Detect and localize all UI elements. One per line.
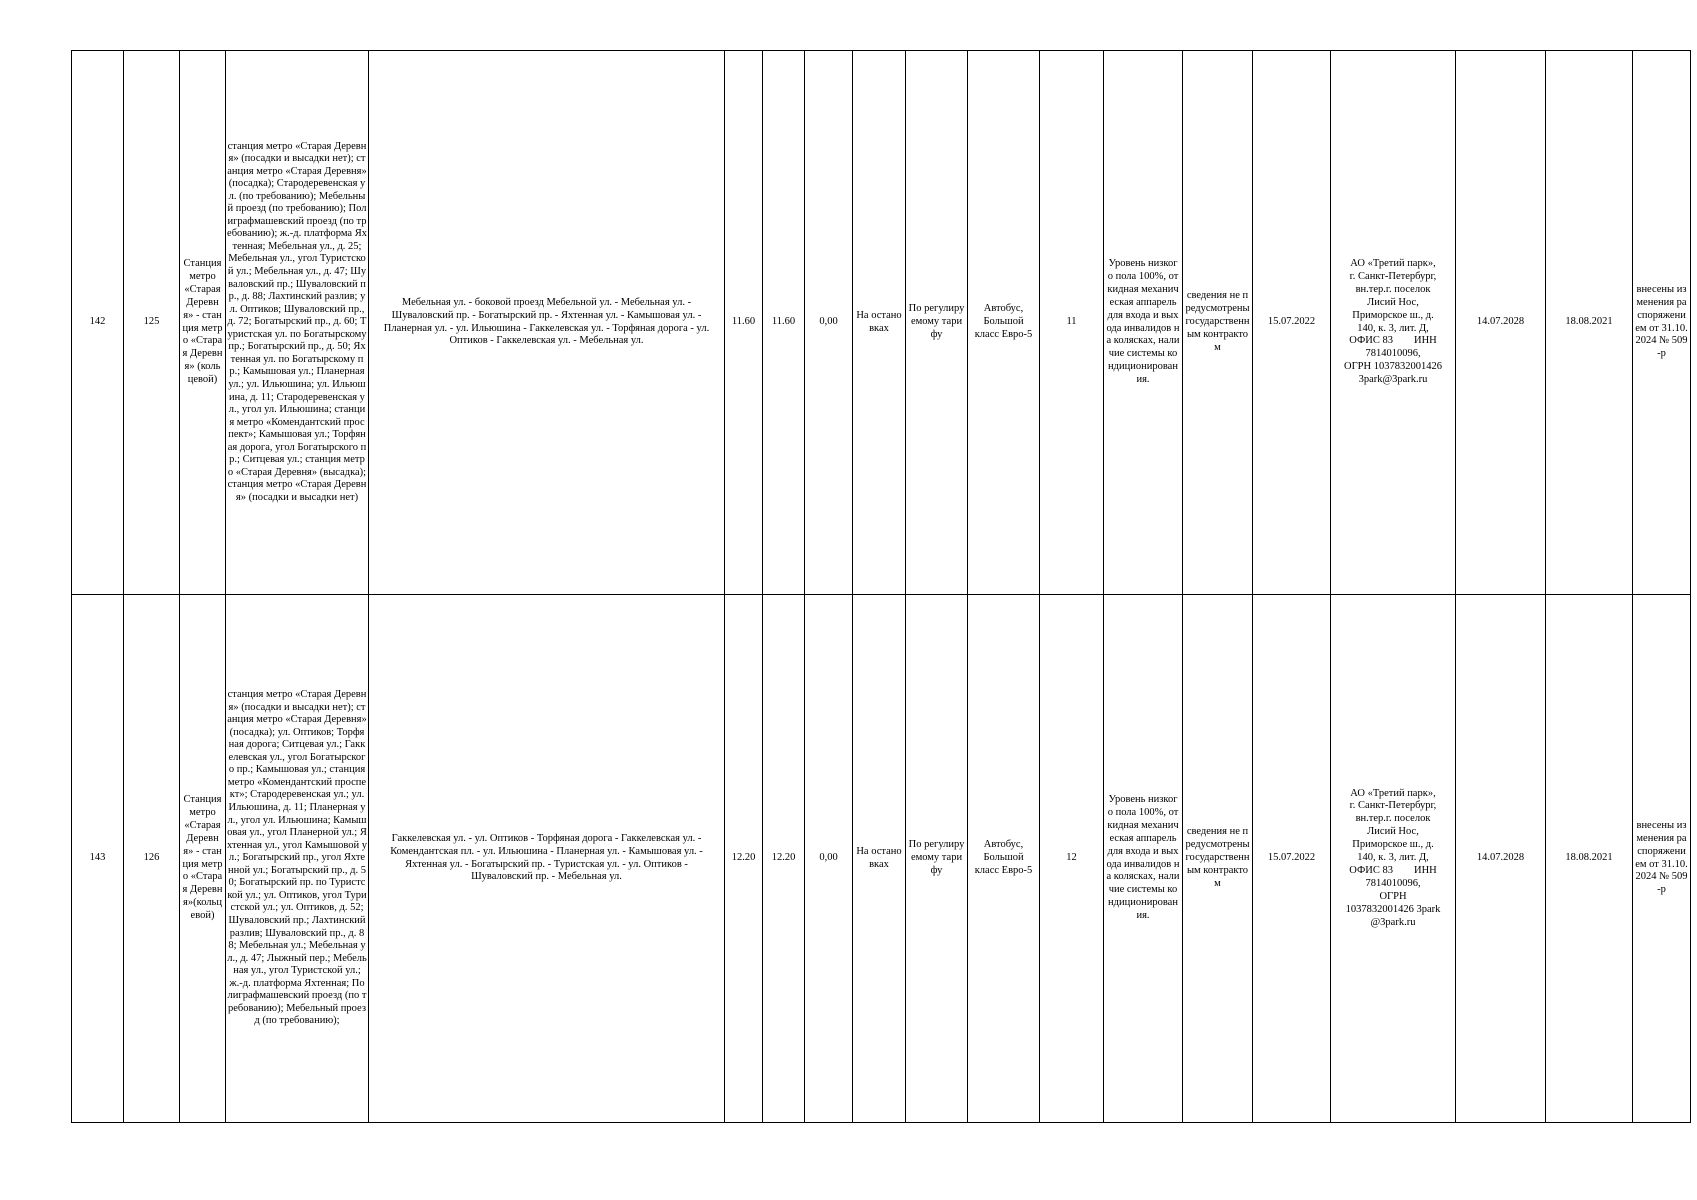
- table-row: [72, 595, 1691, 1123]
- table-row: [72, 51, 1691, 595]
- stop-mode-cell: На остановках: [853, 51, 906, 595]
- carrier-line: 7814010096,: [1365, 348, 1421, 360]
- carrier-line: АО «Третий парк»,: [1350, 787, 1436, 799]
- route-number-cell: 126: [124, 595, 180, 1123]
- stops-cell: станция метро «Старая Деревня» (посадки и высадки нет); станция метро «Старая Деревня» (посадка); Стародеревенская ул. (по требованию); Мебельный проезд (по требованию); Полиграфмашевский проезд (по требованию); ж.-д. платформа Яхтенная; Мебельная ул., д. 25; Мебельная ул., угол Туристской ул.; Мебельная ул., д. 47; Шуваловский пр.; Шуваловский пр., д. 88; Лахтинский разлив; ул. Оптиков; Шуваловский пр., д. 72; Богатырский пр., д. 60; Туристская ул. по Богатырскому пр.; Богатырский пр., д. 50; Яхтенная ул. по Богатырскому пр.; Камышовая ул.; Планерная ул.; ул. Ильюшина; ул. Ильюшина, д. 11; Стародеревенская ул., угол ул. Ильюшина; станция метро «Комендантский проспект»; Камышовая ул.; Торфяная дорога, угол Богатырского пр.; Ситцевая ул.; станция метро «Старая Деревня» (высадка); станция метро «Старая Деревня» (посадки и высадки нет): [226, 51, 369, 595]
- carrier-cell: [1331, 595, 1456, 1123]
- route-name-cell: Станция метро «Старая Деревня» - станция метро «Старая Деревня»(кольцевой): [180, 595, 226, 1123]
- streets-cell: Гаккелевская ул. - ул. Оптиков - Торфяная дорога - Гаккелевская ул. - Комендантская пл. - ул. Ильюшина - Планерная ул. - Камышовая ул. - Яхтенная ул. - Богатырский пр. - Туристская ул. - ул. Оптиков - Шуваловский пр. - Мебельная ул.: [369, 595, 725, 1123]
- note-cell: внесены изменения распоряжением от 31.10.2024 № 509-р: [1633, 51, 1691, 595]
- carrier-line: 1037832001426 3park: [1345, 903, 1441, 915]
- streets-cell: Мебельная ул. - боковой проезд Мебельной ул. - Мебельная ул. - Шуваловский пр. - Богатырский пр. - Яхтенная ул. - Камышовая ул. - Планерная ул. - ул. Ильюшина - Гаккелевская ул. - Торфяная дорога - ул. Оптиков - Гаккелевская ул. - Мебельная ул.: [369, 51, 725, 595]
- carrier-line: ОФИС 83 ИНН: [1349, 864, 1437, 876]
- note-cell: внесены изменения распоряжением от 31.10.2024 № 509-р: [1633, 595, 1691, 1123]
- carrier-line: Лисий Нос,: [1367, 826, 1419, 838]
- carrier-line: АО «Третий парк»,: [1350, 257, 1436, 269]
- row-number-cell: 143: [72, 595, 124, 1123]
- start-date-cell: 15.07.2022: [1253, 595, 1331, 1123]
- change-date-cell: 18.08.2021: [1546, 595, 1633, 1123]
- carrier-cell: [1331, 51, 1456, 595]
- carrier-line: ОГРН 1037832001426: [1344, 361, 1442, 373]
- max-count-cell: 12: [1040, 595, 1104, 1123]
- length-backward-cell: 12.20: [763, 595, 805, 1123]
- length-backward-cell: 11.60: [763, 51, 805, 595]
- carrier-line: ОФИС 83 ИНН: [1349, 335, 1437, 347]
- characteristics-cell: Уровень низкого пола 100%, откидная механическая аппарель для входа и выхода инвалидов на колясках, наличие системы кондиционирования.: [1104, 595, 1183, 1123]
- characteristics-cell: Уровень низкого пола 100%, откидная механическая аппарель для входа и выхода инвалидов на колясках, наличие системы кондиционирования.: [1104, 51, 1183, 595]
- end-date-cell: 14.07.2028: [1456, 595, 1546, 1123]
- vehicle-cell: Автобус, Большой класс Евро-5: [968, 595, 1040, 1123]
- carrier-line: 140, к. 3, лит. Д,: [1357, 322, 1429, 334]
- end-date-cell: 14.07.2028: [1456, 51, 1546, 595]
- start-date-cell: 15.07.2022: [1253, 51, 1331, 595]
- stops-cell: станция метро «Старая Деревня» (посадки и высадки нет); станция метро «Старая Деревня» (посадка); ул. Оптиков; Торфяная дорога; Ситцевая ул.; Гаккелевская ул., угол Богатырского пр.; Камышовая ул.; станция метро «Комендантский проспект»; Стародеревенская ул.; ул. Ильюшина, д. 11; Планерная ул., угол ул. Ильюшина; Камышовая ул., угол Планерной ул.; Яхтенная ул., угол Камышовой ул.; Богатырский пр., угол Яхтенной ул.; Богатырский пр., д. 50; Богатырский пр. по Туристской ул.; ул. Оптиков, угол Туристской ул.; ул. Оптиков, д. 52; Шуваловский пр.; Лахтинский разлив; Шуваловский пр., д. 88; Мебельная ул.; Мебельная ул., д. 47; Лыжный пер.; Мебельная ул., угол Туристской ул.; ж.-д. платформа Яхтенная; Полиграфмашевский проезд (по требованию); Мебельный проезд (по требованию);: [226, 595, 369, 1123]
- stop-mode-cell: На остановках: [853, 595, 906, 1123]
- carrier-line: Приморское ш., д.: [1352, 839, 1434, 851]
- route-name-cell: Станция метро «Старая Деревня» - станция метро «Старая Деревня» (кольцевой): [180, 51, 226, 595]
- carrier-line: ОГРН: [1379, 890, 1407, 902]
- carrier-line: Приморское ш., д.: [1352, 309, 1434, 321]
- value-cell: 0,00: [805, 595, 853, 1123]
- length-forward-cell: 11.60: [725, 51, 763, 595]
- length-forward-cell: 12.20: [725, 595, 763, 1123]
- contract-info-cell: сведения не предусмотрены государственным контрактом: [1183, 595, 1253, 1123]
- value-cell: 0,00: [805, 51, 853, 595]
- carrier-line: г. Санкт-Петербург,: [1349, 800, 1437, 812]
- carrier-line: Лисий Нос,: [1367, 296, 1419, 308]
- carrier-line: 7814010096,: [1365, 877, 1421, 889]
- tariff-cell: По регулируемому тарифу: [906, 51, 968, 595]
- carrier-email: @3park.ru: [1370, 916, 1416, 928]
- max-count-cell: 11: [1040, 51, 1104, 595]
- route-number-cell: 125: [124, 51, 180, 595]
- contract-info-cell: сведения не предусмотрены государственным контрактом: [1183, 51, 1253, 595]
- row-number-cell: 142: [72, 51, 124, 595]
- carrier-line: 140, к. 3, лит. Д,: [1357, 852, 1429, 864]
- carrier-line: вн.тер.г. поселок: [1355, 283, 1431, 295]
- carrier-line: г. Санкт-Петербург,: [1349, 270, 1437, 282]
- routes-register-table: [71, 50, 1691, 1123]
- change-date-cell: 18.08.2021: [1546, 51, 1633, 595]
- carrier-email: 3park@3park.ru: [1358, 374, 1428, 386]
- vehicle-cell: Автобус, Большой класс Евро-5: [968, 51, 1040, 595]
- tariff-cell: По регулируемому тарифу: [906, 595, 968, 1123]
- carrier-line: вн.тер.г. поселок: [1355, 813, 1431, 825]
